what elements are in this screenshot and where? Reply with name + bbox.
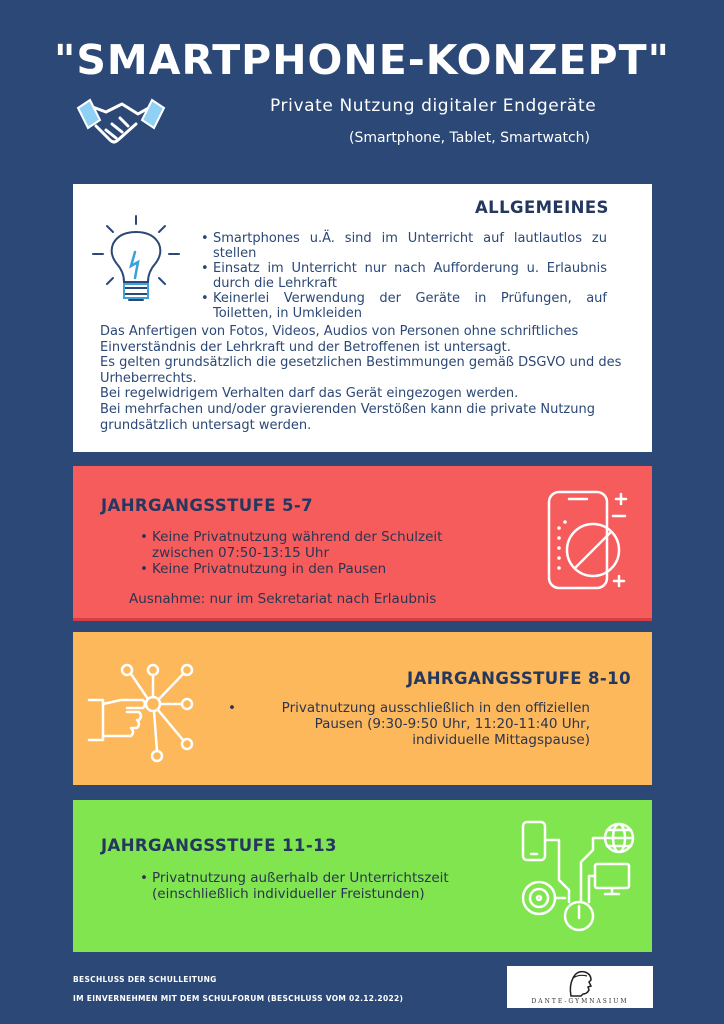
general-paragraph: Bei regelwidrigem Verhalten darf das Gerät eingezogen werden. xyxy=(100,386,519,402)
general-paragraphs xyxy=(100,324,630,433)
list-item: • Privatnutzung außerhalb der Unterrichtszeit (einschließlich individueller Freistunden) xyxy=(140,870,480,902)
lightbulb-icon xyxy=(91,214,181,310)
list-item: • Smartphones u.Ä. sind im Unterricht auf lautlautlos zu stellen xyxy=(201,231,607,261)
footer-line-1: BESCHLUSS DER SCHULLEITUNG xyxy=(73,975,217,984)
device-list: (Smartphone, Tablet, Smartwatch) xyxy=(349,130,591,146)
grade-11-13-card xyxy=(73,800,652,952)
grade-11-13-heading: JAHRGANGSSTUFE 11-13 xyxy=(101,836,337,855)
general-card xyxy=(73,184,652,452)
page-title: "SMARTPHONE-KONZEPT" xyxy=(54,36,670,84)
general-paragraph: Das Anfertigen von Fotos, Videos, Audios von Personen ohne schriftliches Einverständnis der Lehrkraft und der Betroffenen ist untersagt. xyxy=(100,324,579,355)
general-paragraph: Es gelten grundsätzlich die gesetzlichen Bestimmungen gemäß DSGVO und des Urheberrechts. xyxy=(100,355,622,386)
subtitle: Private Nutzung digitaler Endgeräte xyxy=(270,96,597,116)
general-paragraph: Bei mehrfachen und/oder gravierenden Verstößen kann die private Nutzung grundsätzlich untersagt werden. xyxy=(100,401,595,433)
dante-portrait-icon xyxy=(563,968,597,998)
grade-5-7-heading: JAHRGANGSSTUFE 5-7 xyxy=(101,496,314,515)
grade-11-13-bullets xyxy=(140,870,480,902)
list-item: • Keinerlei Verwendung der Geräte in Prüfungen, auf Toiletten, in Umkleiden xyxy=(201,291,607,321)
list-item: • Einsatz im Unterricht nur nach Aufforderung u. Erlaubnis durch die Lehrkraft xyxy=(201,261,607,291)
grade-5-7-card xyxy=(73,466,652,621)
list-item: • Keine Privatnutzung in den Pausen xyxy=(140,561,480,577)
footer-line-2: IM EINVERNEHMEN MIT DEM SCHULFORUM (BESCHLUSS VOM 02.12.2022) xyxy=(73,994,404,1003)
list-item: • Keine Privatnutzung während der Schulzeit zwischen 07:50-13:15 Uhr xyxy=(140,529,480,561)
list-item: Privatnutzung ausschließlich in den offiziellen Pausen (9:30-9:50 Uhr, 11:20-11:40 Uhr, individuelle Mittagspause) xyxy=(281,700,590,748)
logo-text: DANTE-GYMNASIUM xyxy=(531,998,629,1005)
school-logo xyxy=(507,966,653,1008)
grade-5-7-bullets xyxy=(140,529,480,577)
grade-8-10-card xyxy=(73,632,652,785)
grade-5-7-exception: Ausnahme: nur im Sekretariat nach Erlaubnis xyxy=(129,591,437,607)
no-phone-icon xyxy=(545,488,637,594)
general-heading: ALLGEMEINES xyxy=(475,198,609,217)
bullet-dot: • xyxy=(228,700,236,716)
devices-network-icon xyxy=(519,820,639,936)
general-bullets xyxy=(201,231,607,321)
handshake-icon xyxy=(76,92,166,152)
hand-network-icon xyxy=(87,660,197,770)
grade-8-10-heading: JAHRGANGSSTUFE 8-10 xyxy=(407,669,631,688)
